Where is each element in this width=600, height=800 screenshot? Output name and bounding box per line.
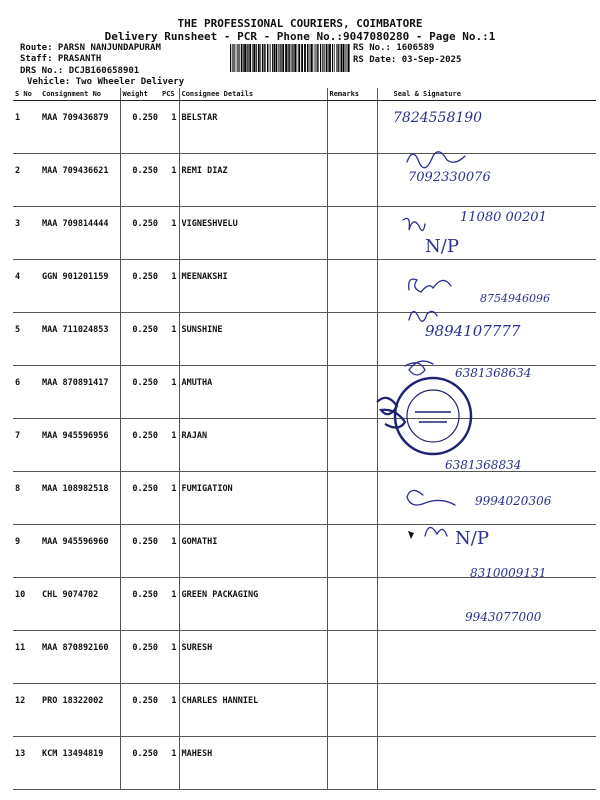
company-seal-stamp (375, 372, 485, 462)
cell-remarks (327, 578, 377, 631)
table-row (13, 419, 596, 472)
cell-consignment: MAA 709814444 (40, 207, 120, 260)
barcode-bar (316, 44, 317, 72)
header-sno: S No (13, 88, 40, 101)
cell-weight: 0.250 (120, 737, 160, 790)
cell-consignee: FUMIGATION (179, 472, 327, 525)
barcode-bar (236, 44, 237, 72)
cell-consignee: RAJAN (179, 419, 327, 472)
cell-consignee: BELSTAR (179, 101, 327, 154)
barcode-bar (292, 44, 293, 72)
table-row (13, 631, 596, 684)
cell-consignment: GGN 901201159 (40, 260, 120, 313)
barcode-bar (309, 44, 310, 72)
barcode-bar (301, 44, 303, 72)
cell-consignee: GOMATHI (179, 525, 327, 578)
barcode-bar (282, 44, 284, 72)
table-row (13, 578, 596, 631)
cell-signature (377, 684, 596, 737)
barcode-bar (249, 44, 251, 72)
barcode-bar (239, 44, 240, 72)
barcode-bar (252, 44, 253, 72)
cell-sno: 7 (13, 419, 40, 472)
cell-sno: 4 (13, 260, 40, 313)
barcode-bar (244, 44, 246, 72)
table-row (13, 525, 596, 578)
barcode-bar (337, 44, 338, 72)
barcode-bar (314, 44, 315, 72)
barcode-bar (345, 44, 346, 72)
cell-pcs: 1 (160, 578, 179, 631)
cell-consignment: MAA 108982518 (40, 472, 120, 525)
cell-weight: 0.250 (120, 578, 160, 631)
cell-consignee: MAHESH (179, 737, 327, 790)
cell-consignee: SURESH (179, 631, 327, 684)
barcode-bar (332, 44, 333, 72)
header-consignee: Consignee Details (179, 88, 327, 101)
table-row (13, 366, 596, 419)
barcode-bar (320, 44, 321, 72)
cell-weight: 0.250 (120, 631, 160, 684)
cell-consignment: MAA 709436879 (40, 101, 120, 154)
cell-remarks (327, 101, 377, 154)
cell-sno: 6 (13, 366, 40, 419)
cell-remarks (327, 684, 377, 737)
cell-consignment: KCM 13494819 (40, 737, 120, 790)
cell-sno: 3 (13, 207, 40, 260)
barcode-bar (307, 44, 308, 72)
barcode-bar (270, 44, 271, 72)
cell-consignment: PRO 18322002 (40, 684, 120, 737)
cell-sno: 2 (13, 154, 40, 207)
company-name: THE PROFESSIONAL COURIERS, COIMBATORE (177, 17, 423, 30)
cell-pcs: 1 (160, 154, 179, 207)
cell-weight: 0.250 (120, 472, 160, 525)
barcode-bar (274, 44, 275, 72)
barcode-bar (304, 44, 306, 72)
cell-remarks (327, 419, 377, 472)
barcode-bar (318, 44, 319, 72)
staff-label: Staff: PRASANTH (20, 54, 102, 64)
table-row (13, 313, 596, 366)
barcode-image (230, 44, 350, 72)
cell-pcs: 1 (160, 737, 179, 790)
barcode-bar (281, 44, 282, 72)
cell-consignee: SUNSHINE (179, 313, 327, 366)
cell-weight: 0.250 (120, 207, 160, 260)
cell-remarks (327, 207, 377, 260)
cell-sno: 13 (13, 737, 40, 790)
rs-date: RS Date: 03-Sep-2025 (353, 55, 462, 65)
cell-consignment: MAA 711024853 (40, 313, 120, 366)
handwritten-phone-3: 11080 00201 (460, 210, 547, 225)
runsheet-subtitle: Delivery Runsheet - PCR - Phone No.:9047080280 - Page No.:1 (104, 30, 496, 43)
barcode-bar (311, 44, 313, 72)
cell-pcs: 1 (160, 631, 179, 684)
barcode-bar (288, 44, 289, 72)
cell-signature (377, 313, 596, 366)
cell-consignee: MEENAKSHI (179, 260, 327, 313)
barcode-bar (248, 44, 249, 72)
cell-weight: 0.250 (120, 684, 160, 737)
cell-weight: 0.250 (120, 366, 160, 419)
table-row (13, 472, 596, 525)
barcode-bar (262, 44, 263, 72)
table-row (13, 260, 596, 313)
barcode-bar (341, 44, 343, 72)
barcode-bar (334, 44, 335, 72)
barcode-bar (230, 44, 231, 72)
barcode-bar (293, 44, 294, 72)
barcode-bar (280, 44, 281, 72)
barcode-bar (258, 44, 260, 72)
table-row (13, 101, 596, 154)
barcode-bar (294, 44, 296, 72)
cell-consignment: MAA 870892160 (40, 631, 120, 684)
barcode-bar (272, 44, 273, 72)
header-seal-signature: Seal & Signature (377, 88, 596, 101)
cell-weight: 0.250 (120, 313, 160, 366)
header-consignment: Consignment No (40, 88, 120, 101)
handwritten-phone-13: 9943077000 (465, 610, 542, 624)
handwritten-phone-1: 7824558190 (393, 110, 483, 126)
cell-pcs: 1 (160, 419, 179, 472)
barcode-bar (237, 44, 238, 72)
barcode-bar (269, 44, 270, 72)
cell-weight: 0.250 (120, 419, 160, 472)
cell-pcs: 1 (160, 525, 179, 578)
barcode-bar (338, 44, 339, 72)
barcode-bar (265, 44, 266, 72)
cell-remarks (327, 631, 377, 684)
route-label: Route: PARSN NANJUNDAPURAM (20, 43, 161, 53)
barcode-bar (253, 44, 255, 72)
barcode-bar (243, 44, 244, 72)
cell-signature (377, 207, 596, 260)
cell-remarks (327, 313, 377, 366)
barcode-bar (267, 44, 268, 72)
cell-consignee: AMUTHA (179, 366, 327, 419)
cell-consignment: CHL 9074702 (40, 578, 120, 631)
cell-sno: 12 (13, 684, 40, 737)
cell-signature (377, 154, 596, 207)
cell-sno: 10 (13, 578, 40, 631)
barcode-bar (317, 44, 318, 72)
barcode-bar (324, 44, 325, 72)
cell-consignee: VIGNESHVELU (179, 207, 327, 260)
barcode-bar (278, 44, 279, 72)
cell-consignment: MAA 870891417 (40, 366, 120, 419)
handwritten-phone-10: 9994020306 (475, 494, 552, 508)
barcode-bar (264, 44, 265, 72)
table-row (13, 154, 596, 207)
handwritten-phone-2: 7092330076 (408, 170, 491, 185)
cell-sno: 1 (13, 101, 40, 154)
cell-remarks (327, 472, 377, 525)
cell-remarks (327, 260, 377, 313)
cell-signature (377, 578, 596, 631)
cell-sno: 11 (13, 631, 40, 684)
runsheet-table (13, 88, 596, 790)
table-row (13, 207, 596, 260)
header-weight: Weight (120, 88, 160, 101)
barcode-bar (247, 44, 248, 72)
barcode-bar (285, 44, 287, 72)
cell-pcs: 1 (160, 684, 179, 737)
cell-signature (377, 260, 596, 313)
cell-pcs: 1 (160, 366, 179, 419)
cell-signature (377, 737, 596, 790)
table-row (13, 684, 596, 737)
cell-pcs: 1 (160, 101, 179, 154)
barcode-bar (336, 44, 337, 72)
cell-consignment: MAA 945596960 (40, 525, 120, 578)
ink-mark (407, 530, 415, 540)
header-remarks: Remarks (327, 88, 377, 101)
drs-number: DRS No.: DCJB160658901 (20, 66, 140, 76)
cell-weight: 0.250 (120, 525, 160, 578)
barcode-bar (260, 44, 261, 72)
table-header-row (13, 88, 596, 101)
barcode-bar (232, 44, 233, 72)
header-pcs: PCS (160, 88, 179, 101)
cell-weight: 0.250 (120, 260, 160, 313)
handwritten-np-2: N/P (455, 528, 489, 549)
handwritten-phone-12: 8310009131 (470, 566, 547, 580)
cell-sno: 8 (13, 472, 40, 525)
cell-remarks (327, 366, 377, 419)
cell-consignee: GREEN PACKAGING (179, 578, 327, 631)
barcode-bar (343, 44, 344, 72)
barcode-bar (348, 44, 350, 72)
barcode-bar (297, 44, 298, 72)
rs-number: RS No.: 1606589 (353, 43, 435, 53)
handwritten-phone-7: 6381368634 (455, 366, 532, 380)
barcode-bar (326, 44, 328, 72)
barcode-bar (328, 44, 329, 72)
barcode-bar (256, 44, 257, 72)
cell-remarks (327, 737, 377, 790)
cell-sno: 9 (13, 525, 40, 578)
cell-signature (377, 472, 596, 525)
cell-consignee: REMI DIAZ (179, 154, 327, 207)
cell-weight: 0.250 (120, 101, 160, 154)
barcode-bar (298, 44, 300, 72)
vehicle-type: Vehicle: Two Wheeler Delivery (27, 77, 185, 87)
cell-pcs: 1 (160, 313, 179, 366)
barcode-bar (310, 44, 311, 72)
cell-signature (377, 101, 596, 154)
barcode-bar (329, 44, 331, 72)
barcode-bar (347, 44, 348, 72)
cell-pcs: 1 (160, 260, 179, 313)
cell-consignee: CHARLES HANNIEL (179, 684, 327, 737)
cell-consignment: MAA 945596956 (40, 419, 120, 472)
barcode-bar (346, 44, 347, 72)
cell-weight: 0.250 (120, 154, 160, 207)
barcode-bar (241, 44, 242, 72)
cell-remarks (327, 525, 377, 578)
cell-pcs: 1 (160, 472, 179, 525)
handwritten-phone-6: 9894107777 (425, 322, 521, 340)
handwritten-np-1: N/P (425, 236, 459, 257)
cell-sno: 5 (13, 313, 40, 366)
barcode-bar (289, 44, 290, 72)
table-row (13, 737, 596, 790)
barcode-bar (322, 44, 323, 72)
cell-consignment: MAA 709436621 (40, 154, 120, 207)
cell-pcs: 1 (160, 207, 179, 260)
barcode-bar (233, 44, 234, 72)
handwritten-phone-5: 8754946096 (480, 292, 550, 305)
handwritten-phone-9: 6381368834 (445, 458, 522, 472)
cell-remarks (327, 154, 377, 207)
barcode-bar (276, 44, 278, 72)
cell-signature (377, 631, 596, 684)
